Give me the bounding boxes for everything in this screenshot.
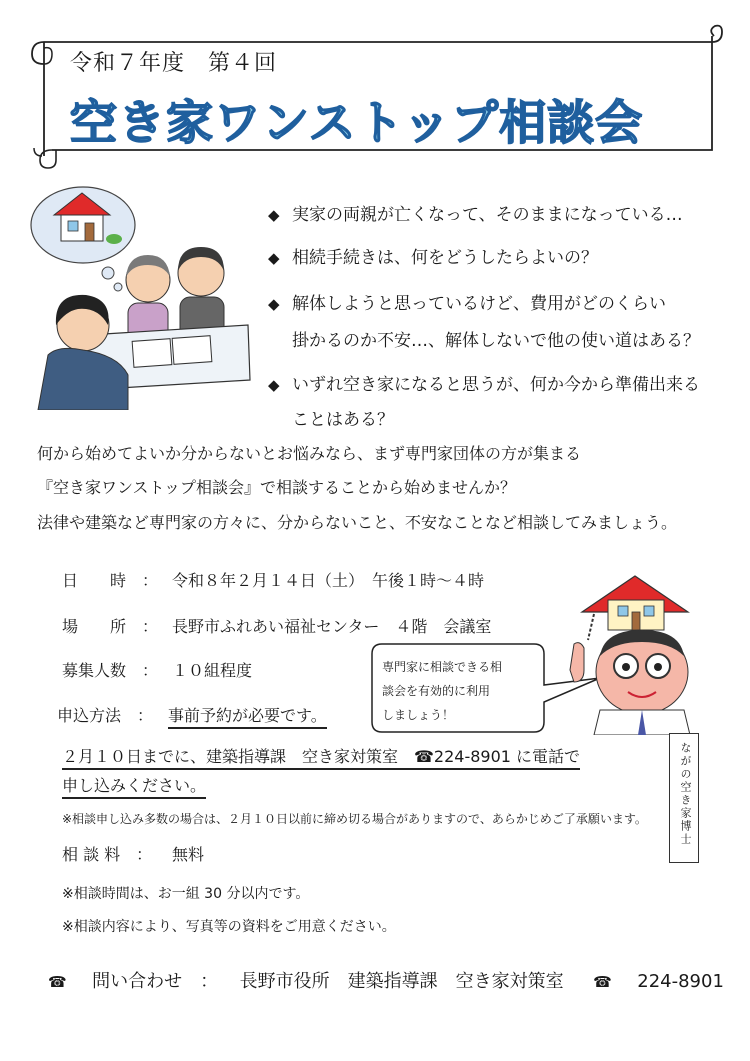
place-value: 長野市ふれあい福祉センター ４階 会議室 — [172, 617, 492, 636]
contact-footer — [48, 967, 724, 993]
contact-phone: 224-8901 — [637, 971, 724, 992]
place-label: 場 所 ： — [62, 617, 159, 636]
bubble-line: 専門家に相談できる相 — [382, 660, 503, 674]
time-note: ※相談時間は、お一組 30 分以内です。 — [62, 886, 310, 902]
intro-line: 何から始めてよいか分からないとお悩みなら、まず専門家団体の方が集まる — [37, 444, 582, 463]
mascot-caption-box — [669, 733, 699, 863]
materials-note: ※相談内容により、写真等の資料をご用意ください。 — [62, 919, 396, 935]
intro-line: 法律や建築など専門家の方々に、分からないこと、不安なことなど相談してみましょう。 — [37, 513, 678, 532]
bubble-line: しましょう！ — [382, 708, 455, 722]
method-label: 申込方法 ： — [57, 706, 154, 725]
bubble-line: 談会を有効的に利用 — [382, 684, 491, 698]
date-label: 日 時 ： — [62, 571, 159, 590]
mascot-illustration — [560, 570, 710, 735]
bullet-item: ◆ 解体しようと思っているけど、費用がどのくらい — [268, 294, 666, 314]
contact-office: 長野市役所 建築指導課 空き家対策室 — [239, 971, 564, 992]
apply-instructions-cont: 申し込みください。 — [62, 773, 206, 799]
fee-label: 相 談 料 ： — [62, 845, 153, 864]
capacity-label: 募集人数 ： — [62, 661, 159, 680]
phone-icon: ☎ — [593, 973, 612, 991]
bullet-item: ◆ いずれ空き家になると思うが、何か今から準備出来る — [268, 375, 700, 395]
consultation-illustration — [28, 185, 258, 410]
date-value: 令和８年２月１４日（土） 午後１時～４時 — [172, 571, 485, 590]
bullet-item: ◆ 相続手続きは、何をどうしたらよいの？ — [268, 248, 598, 268]
phone-icon: ☎ — [48, 973, 67, 991]
capacity-value: １０組程度 — [172, 661, 253, 680]
bullet-continuation: ことはある？ — [292, 410, 394, 430]
bullet-item: ◆ 実家の両親が亡くなって、そのままになっている… — [268, 205, 683, 225]
apply-instructions: ２月１０日までに、建築指導課 空き家対策室 ☎224-8901 に電話で — [62, 744, 580, 770]
page-title: 空き家ワンストップ相談会 — [70, 96, 644, 151]
method-value: 事前予約が必要です。 — [168, 703, 327, 729]
bullet-continuation: 掛かるのか不安…、解体しないで他の使い道はある？ — [292, 331, 700, 351]
apply-note: ※相談申し込み多数の場合は、２月１０日以前に締め切る場合がありますので、あらかじめご了承願います。 — [62, 812, 647, 826]
bubble-text — [382, 655, 532, 727]
contact-label: 問い合わせ ： — [92, 971, 219, 992]
fee-value: 無料 — [172, 845, 205, 864]
intro-line: 『空き家ワンストップ相談会』で相談することから始めませんか？ — [37, 478, 517, 497]
mascot-caption: ながの空き家博士 — [679, 742, 692, 846]
event-edition: 令和７年度 第４回 — [70, 51, 278, 76]
